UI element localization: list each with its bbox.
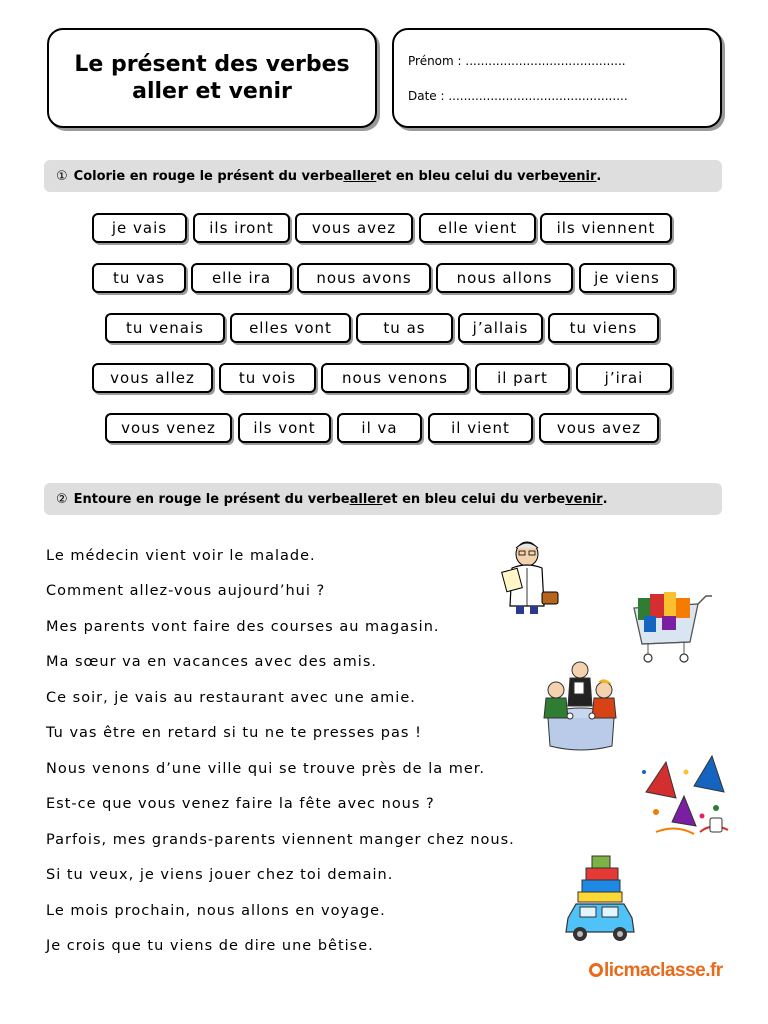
verb-chip[interactable]: vous avez <box>295 213 413 243</box>
exercise1-text-c: . <box>596 168 602 184</box>
verb-chip[interactable]: ils vont <box>238 413 331 443</box>
shopping-cart-clipart <box>628 590 712 668</box>
sentence[interactable]: Le médecin vient voir le malade. <box>46 548 316 564</box>
verb-chip[interactable]: il va <box>337 413 422 443</box>
verb-chip[interactable]: elle vient <box>419 213 536 243</box>
exercise2-instruction <box>44 483 722 515</box>
verb-chip[interactable]: il part <box>475 363 570 393</box>
verb-chip[interactable]: nous allons <box>436 263 573 293</box>
sentence[interactable]: Parfois, mes grands-parents viennent manger chez nous. <box>46 832 515 848</box>
party-clipart <box>636 752 732 840</box>
verb-chip[interactable]: ils iront <box>193 213 290 243</box>
sentence[interactable]: Si tu veux, je viens jouer chez toi demain. <box>46 867 394 883</box>
verb-chip[interactable]: tu vas <box>92 263 186 293</box>
verb-chip[interactable]: j’allais <box>458 313 543 343</box>
exercise2-verb-aller: aller <box>349 491 383 507</box>
page-title-line2: aller et venir <box>132 79 292 104</box>
sentence[interactable]: Ce soir, je vais au restaurant avec une amie. <box>46 690 416 706</box>
student-info-box <box>392 28 722 128</box>
sentence[interactable]: Nous venons d’une ville qui se trouve près de la mer. <box>46 761 485 777</box>
verb-chip[interactable]: je viens <box>579 263 675 293</box>
verb-chip[interactable]: vous allez <box>92 363 213 393</box>
date-field: Date : ............................................... <box>408 89 628 103</box>
sentence[interactable]: Le mois prochain, nous allons en voyage. <box>46 903 386 919</box>
verb-chip[interactable]: vous avez <box>539 413 659 443</box>
exercise2-verb-venir: venir <box>565 491 603 507</box>
sentence[interactable]: Comment allez-vous aujourd’hui ? <box>46 583 326 599</box>
logo-c-icon <box>589 963 603 977</box>
sentence[interactable]: Est-ce que vous venez faire la fête avec nous ? <box>46 796 435 812</box>
exercise1-text-b: et en bleu celui du verbe <box>376 168 559 184</box>
verb-chip[interactable]: tu viens <box>548 313 659 343</box>
exercise1-text-a: Colorie en rouge le présent du verbe <box>73 168 344 184</box>
car-luggage-clipart <box>562 852 638 946</box>
verb-chip[interactable]: j’irai <box>576 363 672 393</box>
sentence[interactable]: Je crois que tu viens de dire une bêtise. <box>46 938 374 954</box>
sentence[interactable]: Tu vas être en retard si tu ne te presses pas ! <box>46 725 422 741</box>
site-logo <box>589 960 723 982</box>
verb-chip[interactable]: nous venons <box>321 363 469 393</box>
verb-chip[interactable]: vous venez <box>105 413 232 443</box>
logo-text: licmaclasse.fr <box>604 960 723 981</box>
verb-chip[interactable]: je vais <box>92 213 187 243</box>
exercise2-number: ② <box>56 491 68 507</box>
prenom-field: Prénom : .......................................... <box>408 54 626 68</box>
title-box <box>47 28 377 128</box>
exercise1-verb-venir: venir <box>558 168 597 184</box>
verb-chip[interactable]: tu as <box>356 313 453 343</box>
exercise2-text-a: Entoure en rouge le présent du verbe <box>73 491 350 507</box>
verb-chip[interactable]: tu venais <box>105 313 225 343</box>
sentence[interactable]: Ma sœur va en vacances avec des amis. <box>46 654 377 670</box>
verb-chip[interactable]: tu vois <box>219 363 316 393</box>
verb-chip[interactable]: nous avons <box>297 263 431 293</box>
verb-chip[interactable]: elles vont <box>230 313 351 343</box>
exercise2-text-c: . <box>602 491 608 507</box>
doctor-clipart <box>500 540 566 616</box>
exercise1-number: ① <box>56 168 68 184</box>
page-title-line1: Le présent des verbes <box>74 52 350 77</box>
exercise2-text-b: et en bleu celui du verbe <box>382 491 566 507</box>
exercise1-instruction <box>44 160 722 192</box>
sentence[interactable]: Mes parents vont faire des courses au magasin. <box>46 619 440 635</box>
exercise1-verb-aller: aller <box>343 168 377 184</box>
restaurant-table-clipart <box>540 656 622 754</box>
verb-chip[interactable]: ils viennent <box>540 213 672 243</box>
verb-chip[interactable]: il vient <box>428 413 533 443</box>
verb-chip[interactable]: elle ira <box>191 263 292 293</box>
